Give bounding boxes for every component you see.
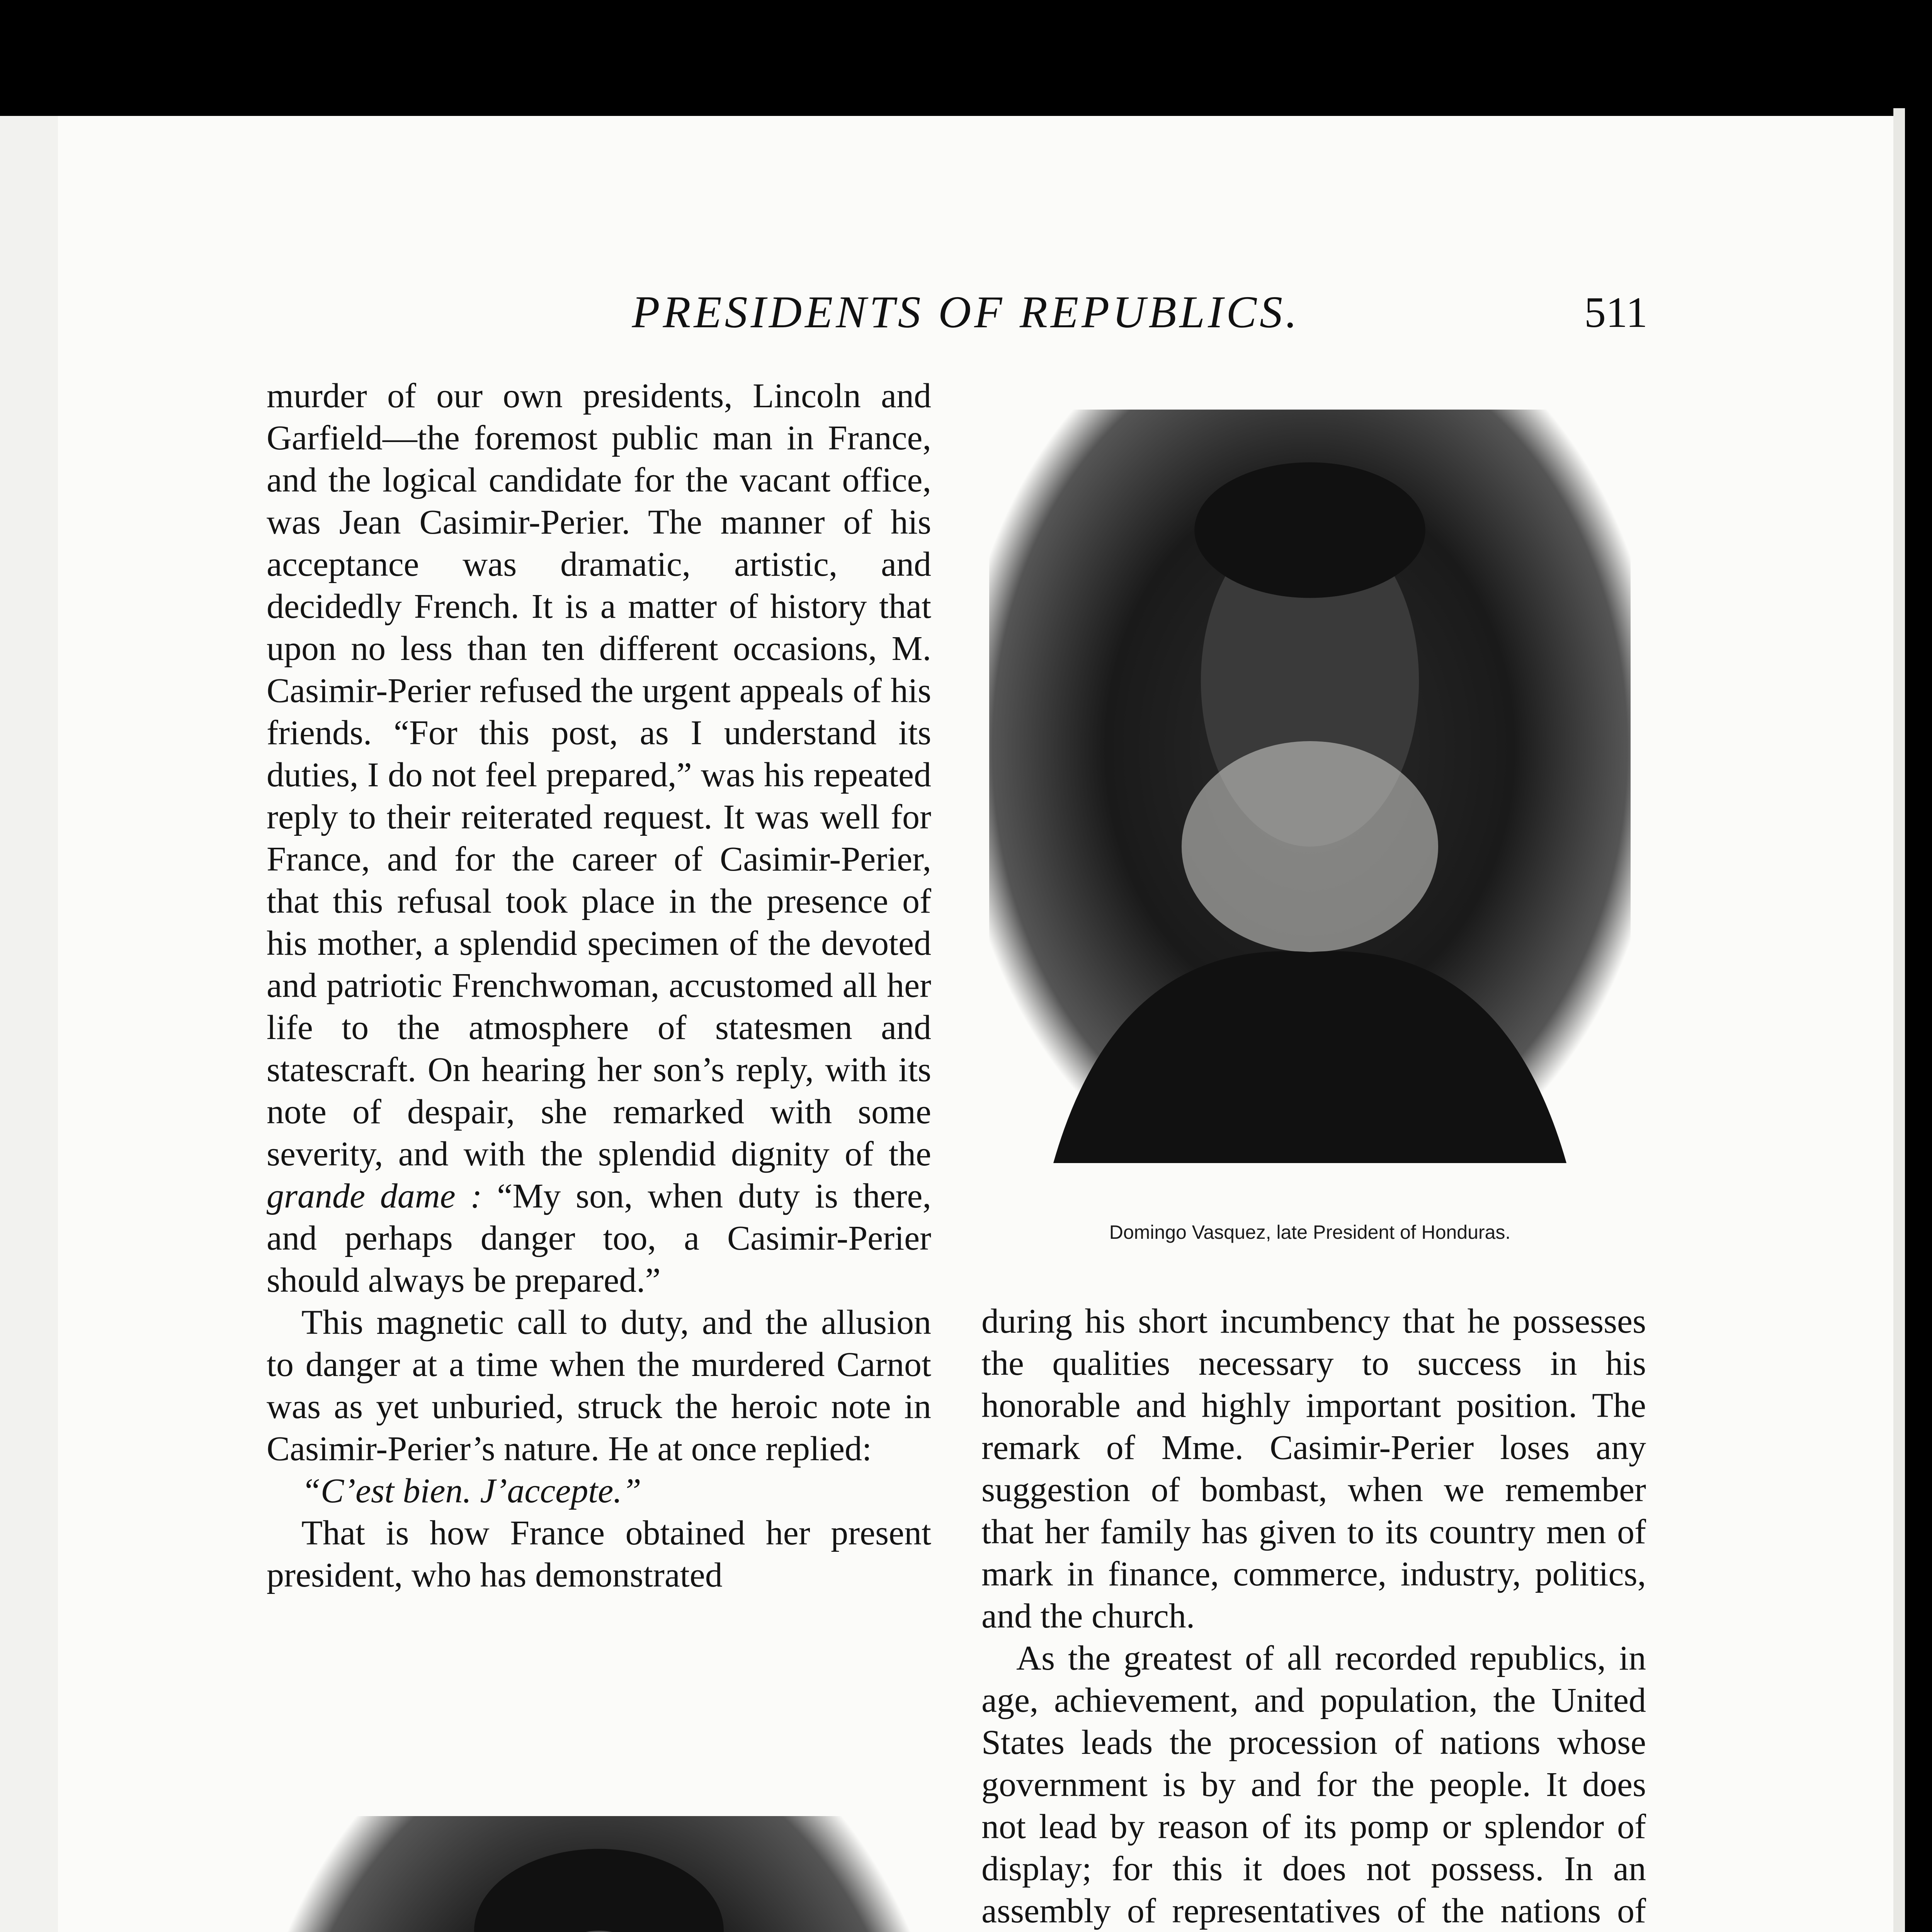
paragraph: As the greatest of all recorded republics, in age, achievement, and population, the United States leads the procession of nations whose government is by and for the people. It does not lead by reason of its pomp or splendor of display; for this it does not possess. In an assembly of representatives of the nations of [981, 1639, 1646, 1930]
paragraph: This magnetic call to duty, and the allusion to danger at a time when the murdered Carnot was as yet unburied, struck the heroic note in Casimir-Perier’s nature. He at once replied: [267, 1303, 931, 1468]
page-edge-right [1893, 108, 1905, 1932]
portrait-cordero [270, 1816, 927, 1932]
paragraph: during his short incumbency that he possesses the qualities necessary to success in his honorable and highly important position. The remark of Mme. Casimir-Perier loses any suggestion of bombast, when we remember that her family has given to its country men of mark in finance, commerce, industry, politics, and the church. [981, 1302, 1646, 1635]
facing-page-edge [0, 116, 58, 1932]
caption-vasquez: Domingo Vasquez, late President of Honduras. [1109, 1221, 1511, 1243]
italic-phrase: grande dame : [267, 1177, 482, 1215]
text-run: murder of our own presidents, Lincoln and Garfield—the foremost public man in France, and the logical candidate for the vacant office, was Jean Casimir-Perier. The manner of his acceptance was dramatic, artistic, and decidedly French. It is a matter of history that upon no less than ten different occasions, M. Casimir-Perier refused the urgent appeals of his friends. “For this post, as I understand its duties, I do not feel prepared,” was his repeated reply to their reiterated request. It was well for France, and for the career of Casimir-Perier, that this refusal took place in the presence of his mother, a splendid specimen of the devoted and patriotic Frenchwoman, accustomed all her life to the atmosphere of statesmen and statescraft. On hearing her son’s reply, with its note of despair, she remarked with some severity, and with the splendid dignity of the [267, 377, 931, 1173]
running-head: PRESIDENTS OF REPUBLICS. [632, 287, 1300, 337]
page-number: 511 [1584, 289, 1648, 337]
engraving-icon [989, 410, 1631, 1163]
text-run: “My son, when duty is there, and perhaps danger too, a Casimir-Perier should always be prepared.” [267, 1177, 932, 1299]
right-column-text [981, 1300, 1646, 1932]
italic-quote: “C’est bien. J’accepte.” [301, 1472, 641, 1510]
portrait-vasquez [989, 410, 1631, 1163]
left-column-text [267, 375, 931, 1596]
paragraph: That is how France obtained her present president, who has demonstrated [267, 1514, 931, 1594]
quote-line [267, 1470, 931, 1512]
engraving-icon [270, 1816, 927, 1932]
paragraph [267, 375, 931, 1301]
